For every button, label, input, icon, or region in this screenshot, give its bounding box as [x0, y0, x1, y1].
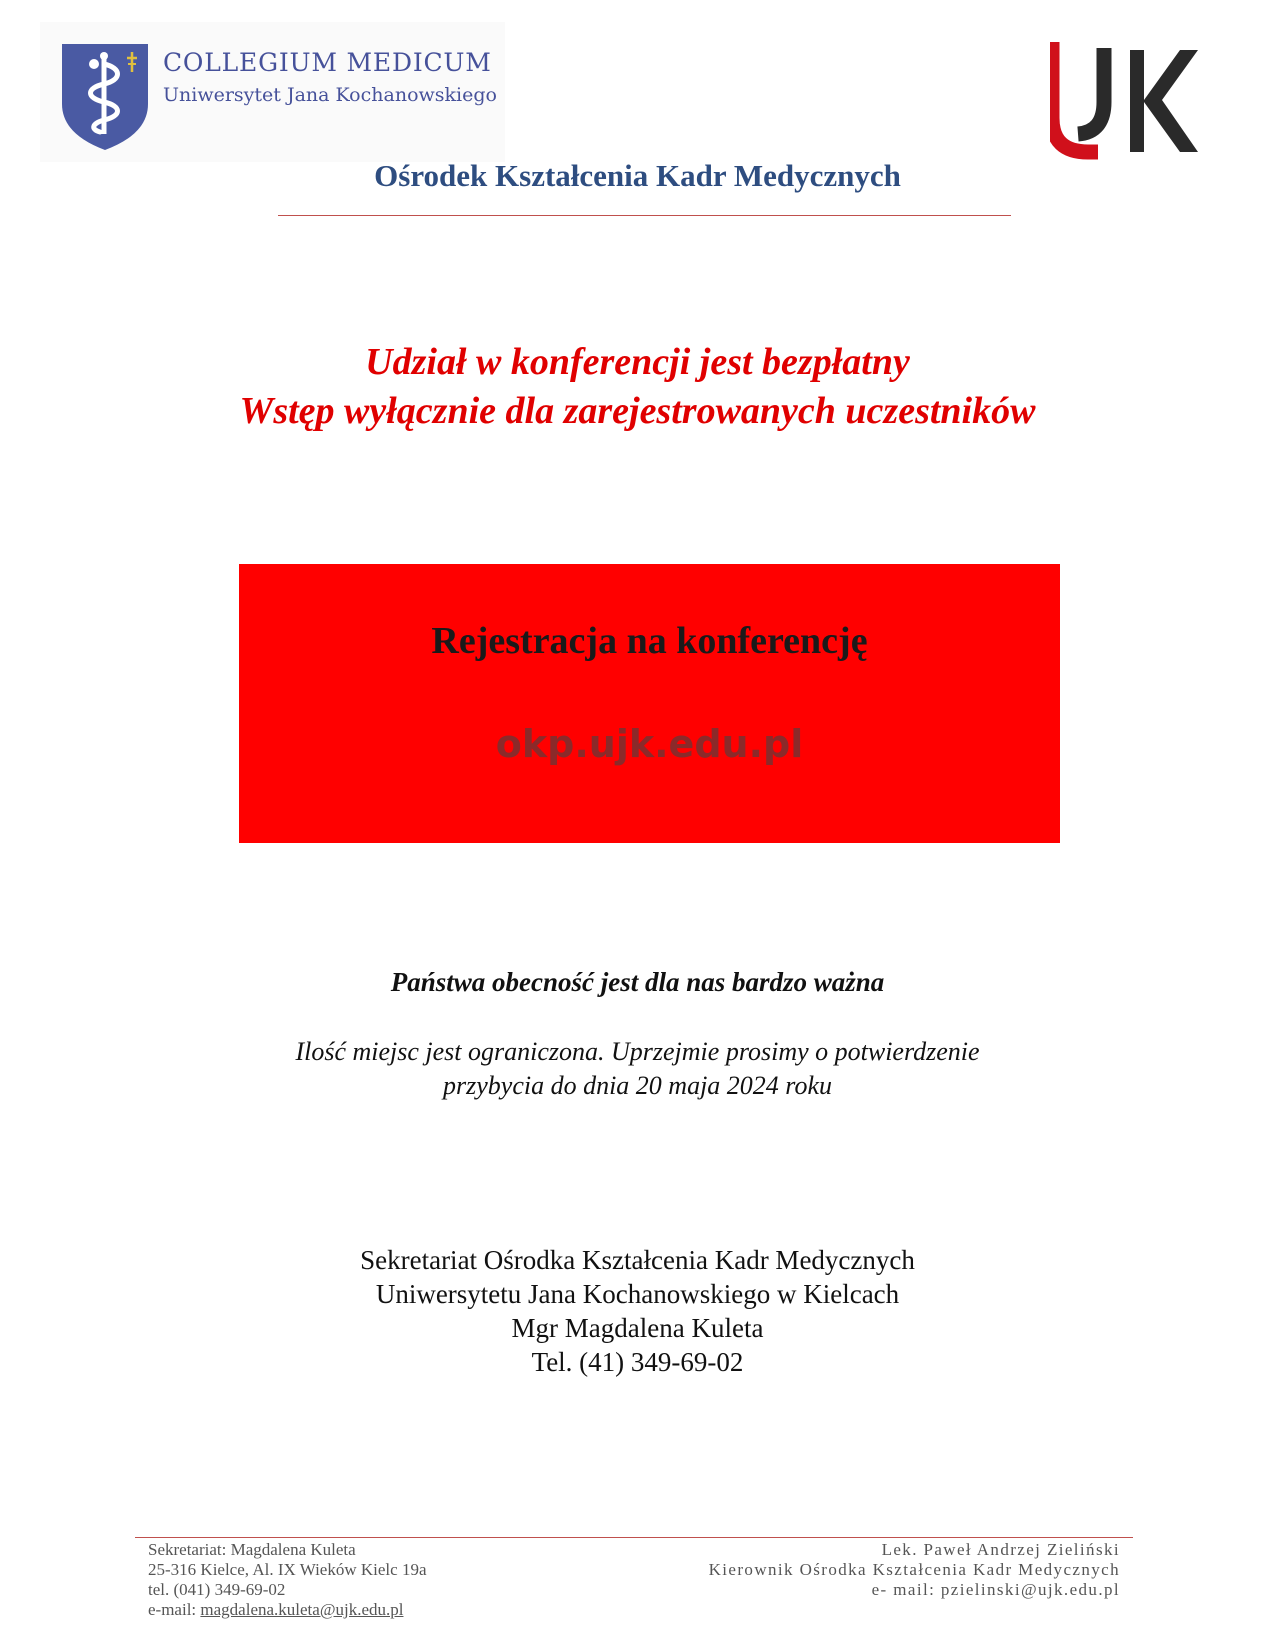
- header-divider: [278, 215, 1011, 216]
- contact-phone: Tel. (41) 349-69-02: [531, 1347, 744, 1377]
- footer-director-title: Kierownik Ośrodka Kształcenia Kadr Medycznych: [708, 1560, 1120, 1579]
- footer-director-name: Lek. Paweł Andrzej Zieliński: [881, 1540, 1120, 1559]
- footer-director-block: [709, 1540, 1120, 1600]
- collegium-medicum-logo: [40, 22, 505, 162]
- contact-secretariat: Sekretariat Ośrodka Kształcenia Kadr Medycznych: [360, 1245, 915, 1275]
- contact-university: Uniwersytetu Jana Kochanowskiego w Kielcach: [375, 1279, 900, 1309]
- logo-subtitle: Uniwersytet Jana Kochanowskiego: [163, 84, 497, 106]
- registered-only-notice: Wstęp wyłącznie dla zarejestrowanych uczestników: [239, 390, 1036, 432]
- footer-email-link[interactable]: magdalena.kuleta@ujk.edu.pl: [200, 1600, 404, 1619]
- logo-title: COLLEGIUM MEDICUM: [163, 48, 492, 77]
- footer-director-email: e- mail: pzielinski@ujk.edu.pl: [871, 1580, 1120, 1599]
- limited-seats-line1: Ilość miejsc jest ograniczona. Uprzejmie prosimy o potwierdzenie: [295, 1037, 980, 1066]
- footer-secretariat-name: Sekretariat: Magdalena Kuleta: [148, 1540, 356, 1559]
- department-title: Ośrodek Kształcenia Kadr Medycznych: [374, 158, 901, 193]
- registration-title: Rejestracja na konferencję: [431, 620, 868, 662]
- footer-address: 25-316 Kielce, Al. IX Wieków Kielc 19a: [148, 1560, 427, 1579]
- limited-seats-line2: przybycia do dnia 20 maja 2024 roku: [443, 1071, 832, 1100]
- free-participation-notice: Udział w konferencji jest bezpłatny: [365, 341, 910, 383]
- footer-phone: tel. (041) 349-69-02: [148, 1580, 286, 1599]
- registration-link[interactable]: okp.ujk.edu.pl: [495, 722, 804, 766]
- footer-email-row: [148, 1600, 426, 1620]
- contact-person: Mgr Magdalena Kuleta: [511, 1313, 764, 1343]
- ujk-logo-icon: [1050, 40, 1200, 160]
- registration-box: [239, 564, 1060, 843]
- caduceus-shield-icon: [60, 42, 150, 152]
- footer-secretariat-block: [148, 1540, 426, 1620]
- presence-statement: Państwa obecność jest dla nas bardzo ważna: [390, 967, 885, 997]
- footer-email-label: e-mail:: [148, 1600, 201, 1619]
- footer-divider: [135, 1537, 1133, 1538]
